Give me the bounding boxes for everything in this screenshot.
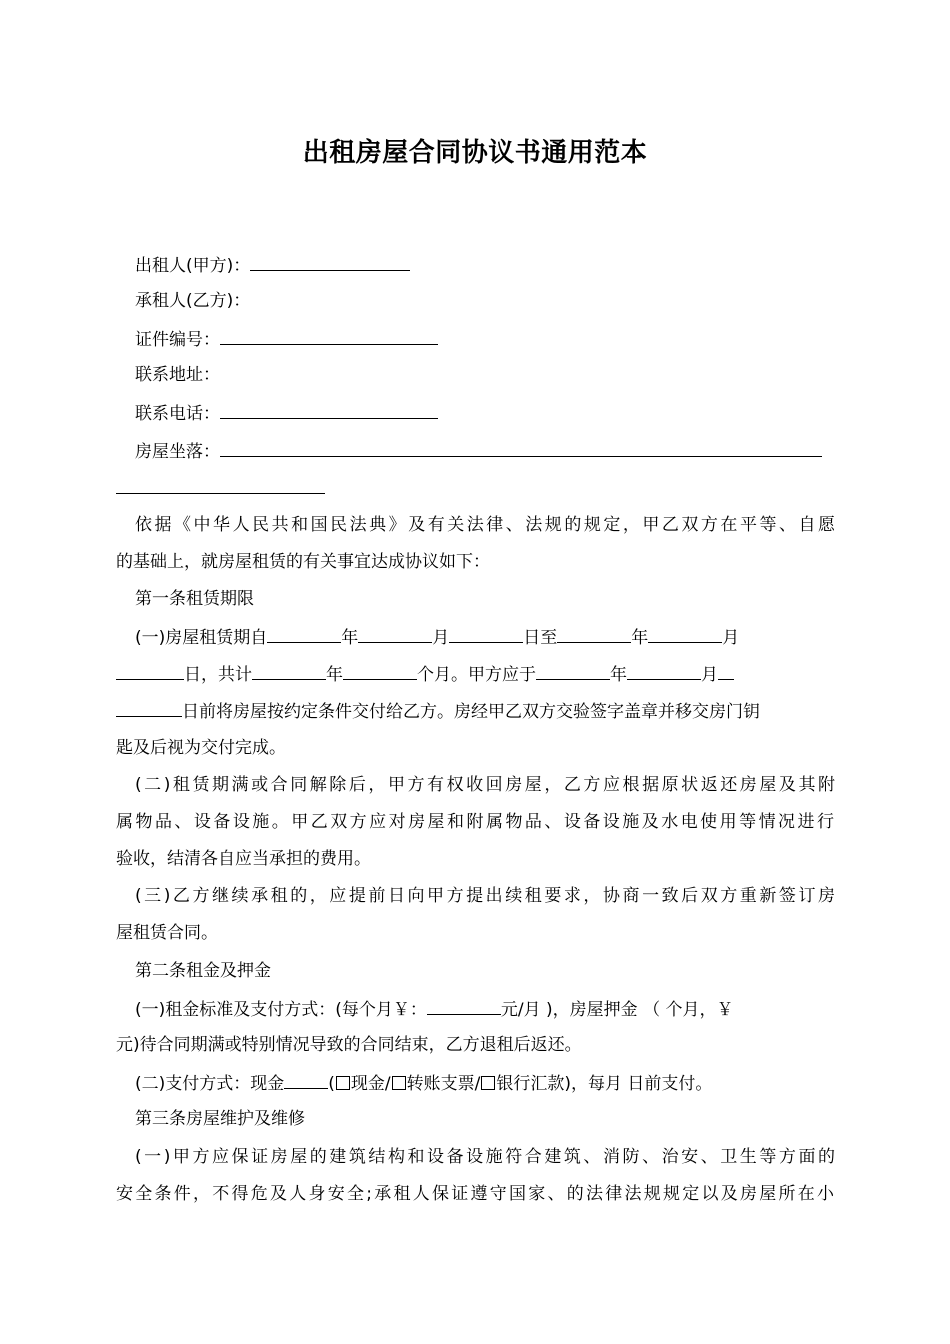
text: 银行汇款)，每月 日前支付。: [496, 1074, 713, 1094]
clause-2-2-line-1: [135, 1070, 835, 1096]
clause-2-1-line-1: [135, 996, 835, 1022]
text: 现金/: [350, 1074, 391, 1094]
address-field: [135, 363, 220, 387]
preamble-line-2: 的基础上，就房屋租赁的有关事宜达成协议如下：: [116, 552, 490, 572]
lessor-label: 出租人(甲方)：: [135, 256, 251, 276]
clause-1-2-line-1: (二)租赁期满或合同解除后，甲方有权收回房屋，乙方应根据原状返还房屋及其附: [135, 775, 835, 795]
cash-blank[interactable]: [284, 1070, 328, 1089]
text: 日，共计: [184, 665, 252, 685]
handover-year-blank[interactable]: [536, 661, 610, 680]
clause-3-1-line-2: 安全条件，不得危及人身安全;承租人保证遵守国家、的法律法规规定以及房屋所在小: [116, 1184, 834, 1204]
text: 月: [432, 628, 450, 648]
text: 日至: [523, 628, 558, 648]
article-2-heading: 第二条租金及押金: [135, 961, 271, 981]
text: 年: [326, 665, 343, 685]
end-year-blank[interactable]: [557, 624, 631, 643]
clause-2-1-line-2: 元)待合同期满或特别情况导致的合同结束，乙方退租后返还。: [116, 1035, 582, 1055]
lessor-blank[interactable]: [250, 252, 410, 271]
phone-field: [135, 400, 438, 426]
text: 日前将房屋按约定条件交付给乙方。房经甲乙双方交验签字盖章并移交房门钥: [182, 702, 760, 722]
clause-3-1-line-1: (一)甲方应保证房屋的建筑结构和设备设施符合建筑、消防、治安、卫生等方面的: [135, 1147, 835, 1167]
text: (一)租金标准及支付方式：(每个月￥：: [135, 1000, 427, 1020]
lessee-label: 承租人(乙方)：: [135, 291, 251, 311]
article-3-heading: 第三条房屋维护及维修: [135, 1109, 305, 1129]
id-number-label: 证件编号：: [135, 330, 220, 350]
clause-1-2-line-3: 验收，结清各自应当承担的费用。: [116, 849, 371, 869]
text: 年: [631, 628, 649, 648]
clause-1-1-line-2: [116, 661, 834, 687]
text: (二)支付方式：现金: [135, 1074, 285, 1094]
handover-day-blank-cont[interactable]: [116, 698, 182, 717]
location-label: 房屋坐落：: [135, 442, 220, 462]
lessor-field: [135, 252, 410, 278]
text: 月: [701, 665, 718, 685]
location-blank[interactable]: [220, 438, 822, 457]
check-checkbox[interactable]: [392, 1076, 406, 1090]
total-months-blank[interactable]: [343, 661, 417, 680]
clause-1-3-line-2: 屋租赁合同。: [116, 923, 218, 943]
text: (: [328, 1074, 335, 1094]
preamble-line-1: 依据《中华人民共和国民法典》及有关法律、法规的规定，甲乙双方在平等、自愿: [135, 515, 835, 535]
start-month-blank[interactable]: [358, 624, 432, 643]
end-month-blank[interactable]: [648, 624, 722, 643]
location-field: [135, 438, 822, 464]
clause-1-1-line-1: [135, 624, 835, 650]
cash-checkbox[interactable]: [336, 1076, 350, 1090]
text: 个月。甲方应于: [417, 665, 536, 685]
handover-day-blank[interactable]: [718, 661, 734, 680]
text: 年: [610, 665, 627, 685]
document-title: 出租房屋合同协议书通用范本: [302, 138, 648, 168]
clause-1-1-line-4: 匙及后视为交付完成。: [116, 738, 286, 758]
location-blank-continuation[interactable]: [116, 493, 325, 494]
lessee-field: [135, 289, 250, 313]
address-label: 联系地址：: [135, 365, 220, 385]
clause-1-3-line-1: (三)乙方继续承租的，应提前日向甲方提出续租要求，协商一致后双方重新签订房: [135, 886, 835, 906]
bank-transfer-checkbox[interactable]: [481, 1076, 495, 1090]
clause-1-1-line-3: [116, 698, 834, 724]
text: (一)房屋租赁期自: [135, 628, 268, 648]
clause-1-2-line-2: 属物品、设备设施。甲乙双方应对房屋和附属物品、设备设施及水电使用等情况进行: [116, 812, 834, 832]
total-years-blank[interactable]: [252, 661, 326, 680]
text: 元/月 )，房屋押金 （ 个月，￥: [500, 1000, 734, 1020]
id-number-blank[interactable]: [220, 326, 438, 345]
text: 月: [722, 628, 740, 648]
start-day-blank[interactable]: [449, 624, 523, 643]
end-day-blank[interactable]: [116, 661, 184, 680]
text: 年: [341, 628, 359, 648]
id-number-field: [135, 326, 438, 352]
monthly-rent-blank[interactable]: [427, 996, 501, 1015]
handover-month-blank[interactable]: [627, 661, 701, 680]
phone-label: 联系电话：: [135, 404, 220, 424]
start-year-blank[interactable]: [267, 624, 341, 643]
text: 转账支票/: [406, 1074, 481, 1094]
phone-blank[interactable]: [220, 400, 438, 419]
article-1-heading: 第一条租赁期限: [135, 589, 254, 609]
